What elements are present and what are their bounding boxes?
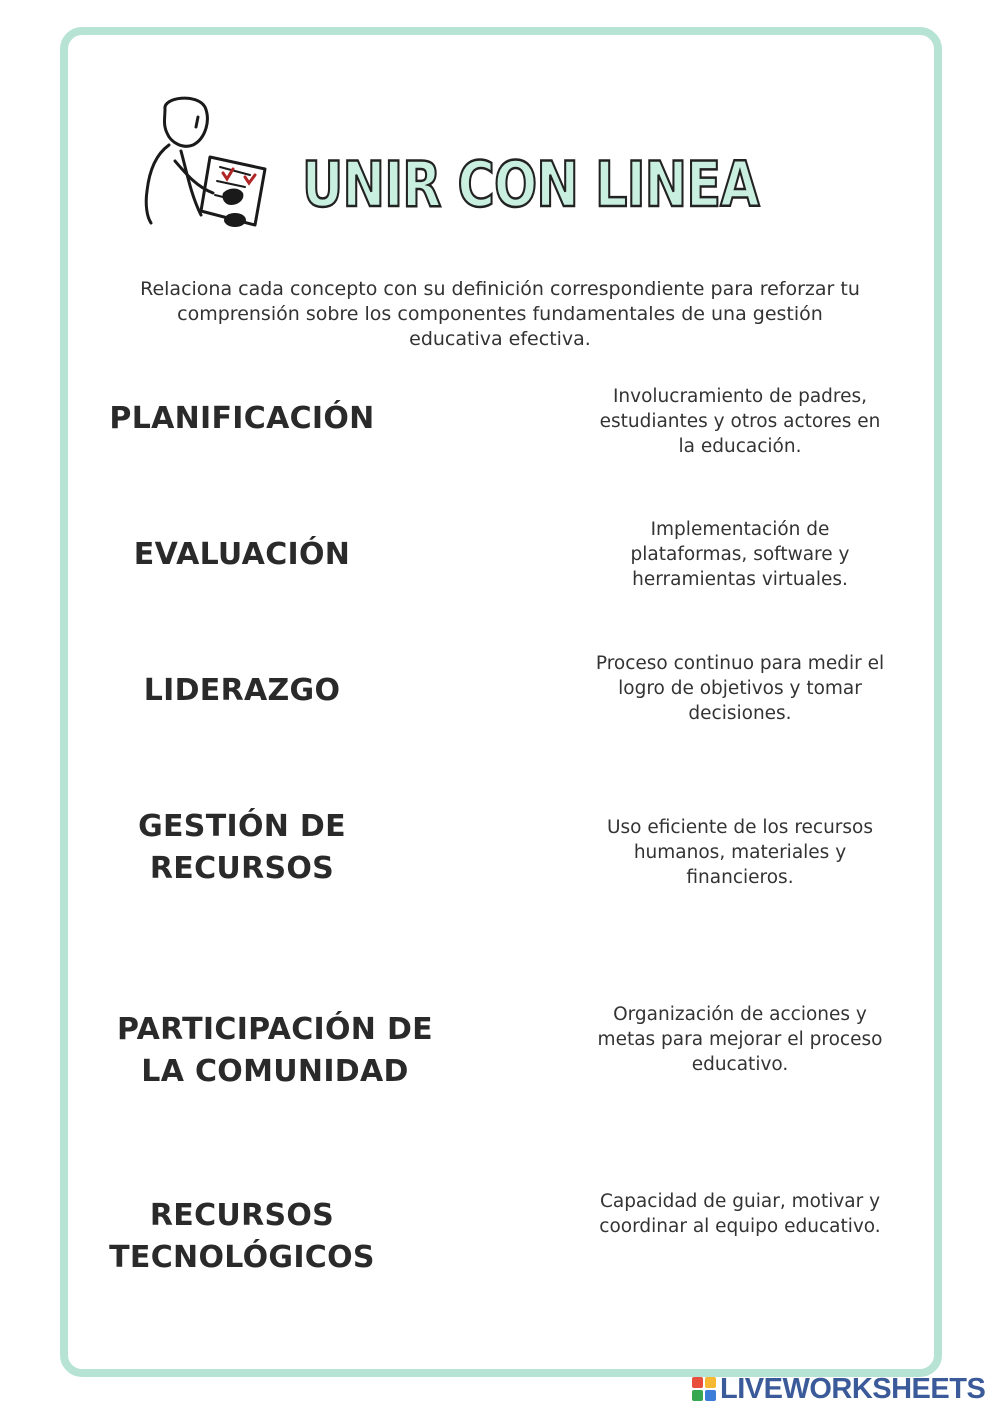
worksheet-title: UNIR CON LINEA [302,148,759,221]
liveworksheets-logo [692,1373,985,1405]
definition-2[interactable]: Implementación de plataformas, software y herramientas virtuales. [630,519,850,590]
concept-gestion-de-recursos[interactable]: GESTIÓN DE RECURSOS [138,809,346,886]
concept-participacion-de-la-comunidad[interactable]: PARTICIPACIÓN DE LA COMUNIDAD [117,1012,433,1089]
concept-liderazgo[interactable]: LIDERAZGO [143,673,341,708]
definition-5[interactable]: Organización de acciones y metas para mejorar el proceso educativo. [597,1004,883,1075]
definition-1[interactable]: Involucramiento de padres, estudiantes y otros actores en la educación. [599,386,881,457]
concept-evaluacion[interactable]: EVALUACIÓN [133,537,351,572]
definition-4[interactable]: Uso eficiente de los recursos humanos, materiales y financieros. [606,817,873,888]
definition-3[interactable]: Proceso continuo para medir el logro de objetivos y tomar decisiones. [595,653,885,724]
person-with-checklist-illustration [135,95,285,235]
liveworksheets-icon [692,1377,716,1401]
concept-recursos-tecnologicos[interactable]: RECURSOS TECNOLÓGICOS [109,1198,375,1275]
concept-planificacion[interactable]: PLANIFICACIÓN [109,401,375,436]
instructions-text: Relaciona cada concepto con su definición correspondiente para reforzar tu comprensión sobre los componentes fundamentales de una gestión educativa efectiva. [140,278,860,350]
definition-6[interactable]: Capacidad de guiar, motivar y coordinar al equipo educativo. [599,1191,881,1237]
brand-name: LIVEWORKSHEETS [720,1372,986,1405]
